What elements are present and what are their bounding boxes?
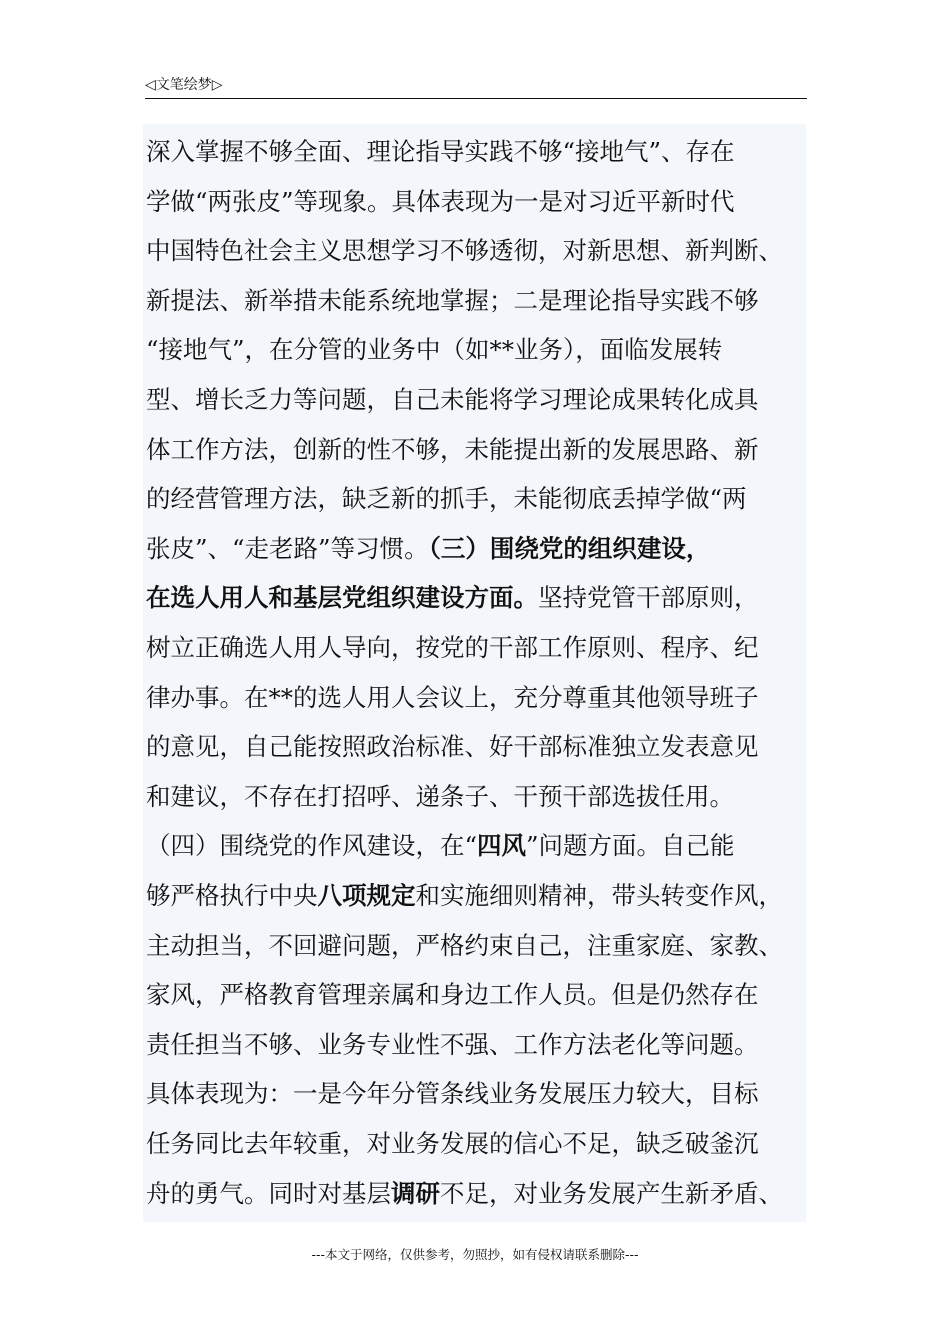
text-segment: ”问题方面。自己能 — [526, 831, 735, 861]
text-segment: 学做“两张皮”等现象。具体表现为一是对习近平新时代 — [146, 186, 735, 216]
text-segment: 任务同比去年较重，对业务发展的信心不足，缺乏破釜沉 — [146, 1129, 759, 1158]
text-line — [146, 975, 759, 1015]
text-line — [146, 777, 734, 817]
text-line — [146, 727, 759, 767]
text-line — [146, 1124, 759, 1164]
text-line — [146, 529, 710, 569]
text-line — [146, 826, 735, 866]
text-segment: 主动担当，不回避问题，严格约束自己，注重家庭、家教、 — [146, 930, 783, 960]
text-segment: 新提法、新举措未能系统地掌握；二是理论指导实践不够 — [146, 285, 759, 315]
text-segment: 深入掌握不够全面、理论指导实践不够“接地气”、存在 — [146, 137, 735, 166]
text-line — [146, 678, 759, 718]
text-segment: 型、增长乏力等问题，自己未能将学习理论成果转化成具 — [146, 385, 759, 414]
text-segment: 中国特色社会主义思想学习不够透彻，对新思想、新判断、 — [146, 236, 783, 266]
text-segment: 和实施细则精神，带头转变作风， — [415, 881, 783, 910]
text-line — [146, 1074, 759, 1114]
text-line — [146, 281, 759, 321]
text-line — [146, 330, 722, 370]
text-segment: 和建议，不存在打招呼、递条子、干预干部选拔任用。 — [146, 781, 734, 811]
bold-text-segment: 八项规定 — [317, 881, 416, 910]
header-title-group — [145, 76, 223, 94]
text-segment: “接地气”，在分管的业务中（如**业务），面临发展转 — [146, 335, 723, 365]
text-line — [146, 1174, 783, 1214]
text-line — [146, 628, 759, 668]
bold-text-segment: 在选人用人和基层党组织建设方面。 — [146, 583, 538, 613]
text-line — [146, 182, 735, 222]
text-segment: 舟的勇气。同时对基层 — [146, 1178, 391, 1208]
text-line — [146, 876, 783, 916]
text-line — [146, 1025, 759, 1065]
footer-disclaimer: ---本文于网络，仅供参考，勿照抄，如有侵权请联系删除--- — [311, 1247, 639, 1262]
text-segment: 具体表现为：一是今年分管条线业务发展压力较大，目标 — [146, 1079, 759, 1109]
document-body — [143, 124, 806, 1222]
text-segment: 坚持党管干部原则， — [538, 583, 759, 613]
text-line — [146, 430, 759, 470]
bold-text-segment: （三）围绕党的组织建设， — [428, 533, 711, 563]
text-line — [146, 380, 759, 420]
text-line — [146, 578, 759, 618]
bold-text-segment: 调研 — [391, 1178, 440, 1208]
text-line — [146, 132, 735, 172]
left-triangle-icon: ◁ — [145, 77, 156, 93]
text-line — [146, 479, 747, 519]
right-triangle-icon: ▷ — [211, 77, 223, 93]
text-line — [146, 926, 783, 966]
text-segment: 够严格执行中央 — [146, 881, 318, 910]
text-segment: （四）围绕党的作风建设，在“ — [146, 831, 478, 861]
text-line — [146, 231, 783, 271]
text-segment: 家风，严格教育管理亲属和身边工作人员。但是仍然存在 — [146, 980, 759, 1010]
text-segment: 责任担当不够、业务专业性不强、工作方法老化等问题。 — [146, 1029, 759, 1059]
text-segment: 律办事。在**的选人用人会议上，充分尊重其他领导班子 — [146, 682, 759, 712]
text-segment: 体工作方法，创新的性不够，未能提出新的发展思路、新 — [146, 434, 759, 464]
text-segment: 不足，对业务发展产生新矛盾、 — [440, 1178, 783, 1208]
text-segment: 的意见，自己能按照政治标准、好干部标准独立发表意见 — [146, 732, 759, 762]
text-segment: 树立正确选人用人导向，按党的干部工作原则、程序、纪 — [146, 633, 759, 662]
bold-text-segment: 四风 — [477, 831, 527, 861]
page-header — [145, 74, 807, 99]
text-segment: 张皮”、“走老路”等习惯。 — [146, 533, 429, 563]
header-title: 文笔绘梦 — [155, 77, 212, 93]
text-segment: 的经营管理方法，缺乏新的抓手，未能彻底丢掉学做“两 — [146, 484, 747, 514]
